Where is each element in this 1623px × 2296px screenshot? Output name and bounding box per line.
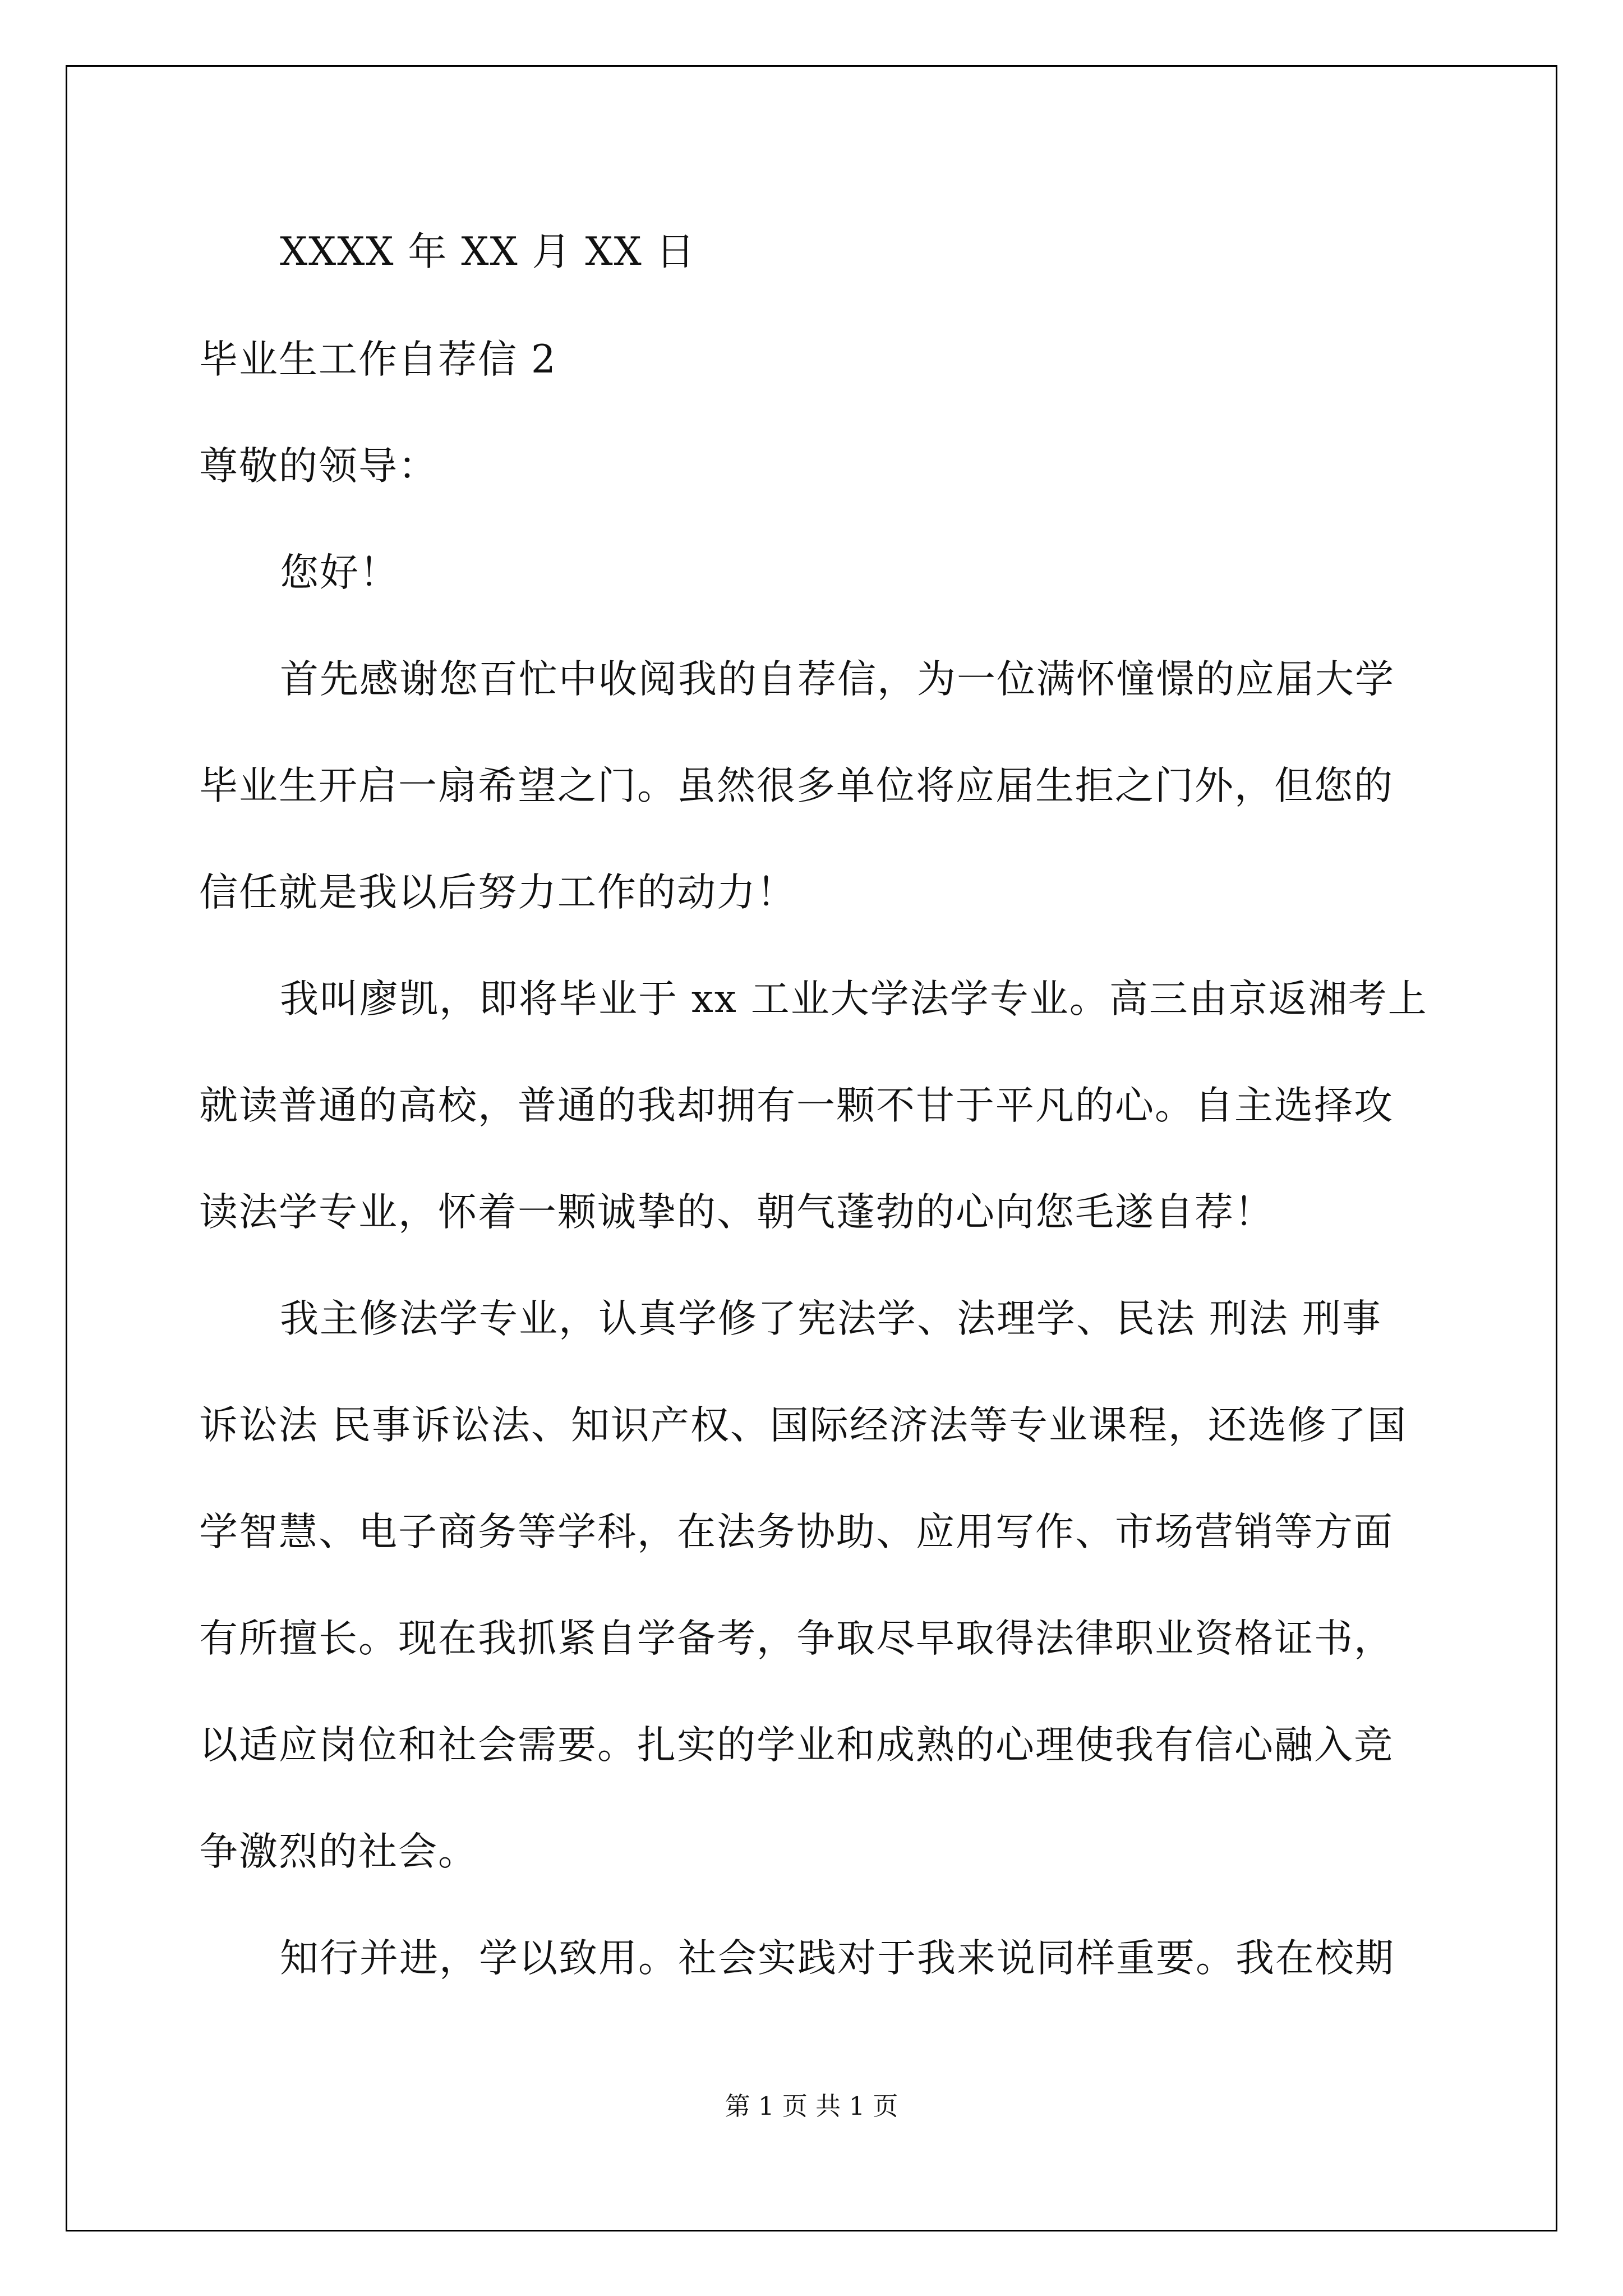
document-title: 毕业生工作自荐信 2 [199,337,557,382]
paragraph-line: 就读普通的高校，普通的我却拥有一颗不甘于平凡的心。自主选择攻 [199,1083,1394,1128]
paragraph-line: 争激烈的社会。 [199,1829,478,1874]
greeting: 您好！ [280,550,399,595]
paragraph-line: 信任就是我以后努力工作的动力！ [199,870,796,915]
date-line: XXXX 年 XX 月 XX 日 [280,229,696,274]
paragraph-line: 我叫廖凯，即将毕业于 xx 工业大学法学专业。高三由京返湘考上 [280,977,1428,1022]
paragraph-line: 首先感谢您百忙中收阅我的自荐信，为一位满怀憧憬的应届大学 [280,657,1395,702]
paragraph-line: 知行并进，学以致用。社会实践对于我来说同样重要。我在校期 [280,1936,1395,1981]
paragraph-line: 学智慧、电子商务等学科，在法务协助、应用写作、市场营销等方面 [199,1510,1394,1554]
paragraph-line: 有所擅长。现在我抓紧自学备考，争取尽早取得法律职业资格证书， [199,1616,1394,1661]
salutation: 尊敬的领导： [199,444,438,489]
page-border [66,65,1557,2231]
paragraph-line: 读法学专业，怀着一颗诚挚的、朝气蓬勃的心向您毛遂自荐！ [199,1190,1274,1235]
paragraph-line: 我主修法学专业，认真学修了宪法学、法理学、民法 刑法 刑事 [280,1296,1382,1341]
paragraph-line: 诉讼法 民事诉讼法、知识产权、国际经济法等专业课程，还选修了国 [199,1403,1407,1448]
page-footer: 第 1 页 共 1 页 [725,2091,898,2121]
paragraph-line: 以适应岗位和社会需要。扎实的学业和成熟的心理使我有信心融入竞 [199,1723,1394,1768]
paragraph-line: 毕业生开启一扇希望之门。虽然很多单位将应届生拒之门外，但您的 [199,763,1394,808]
